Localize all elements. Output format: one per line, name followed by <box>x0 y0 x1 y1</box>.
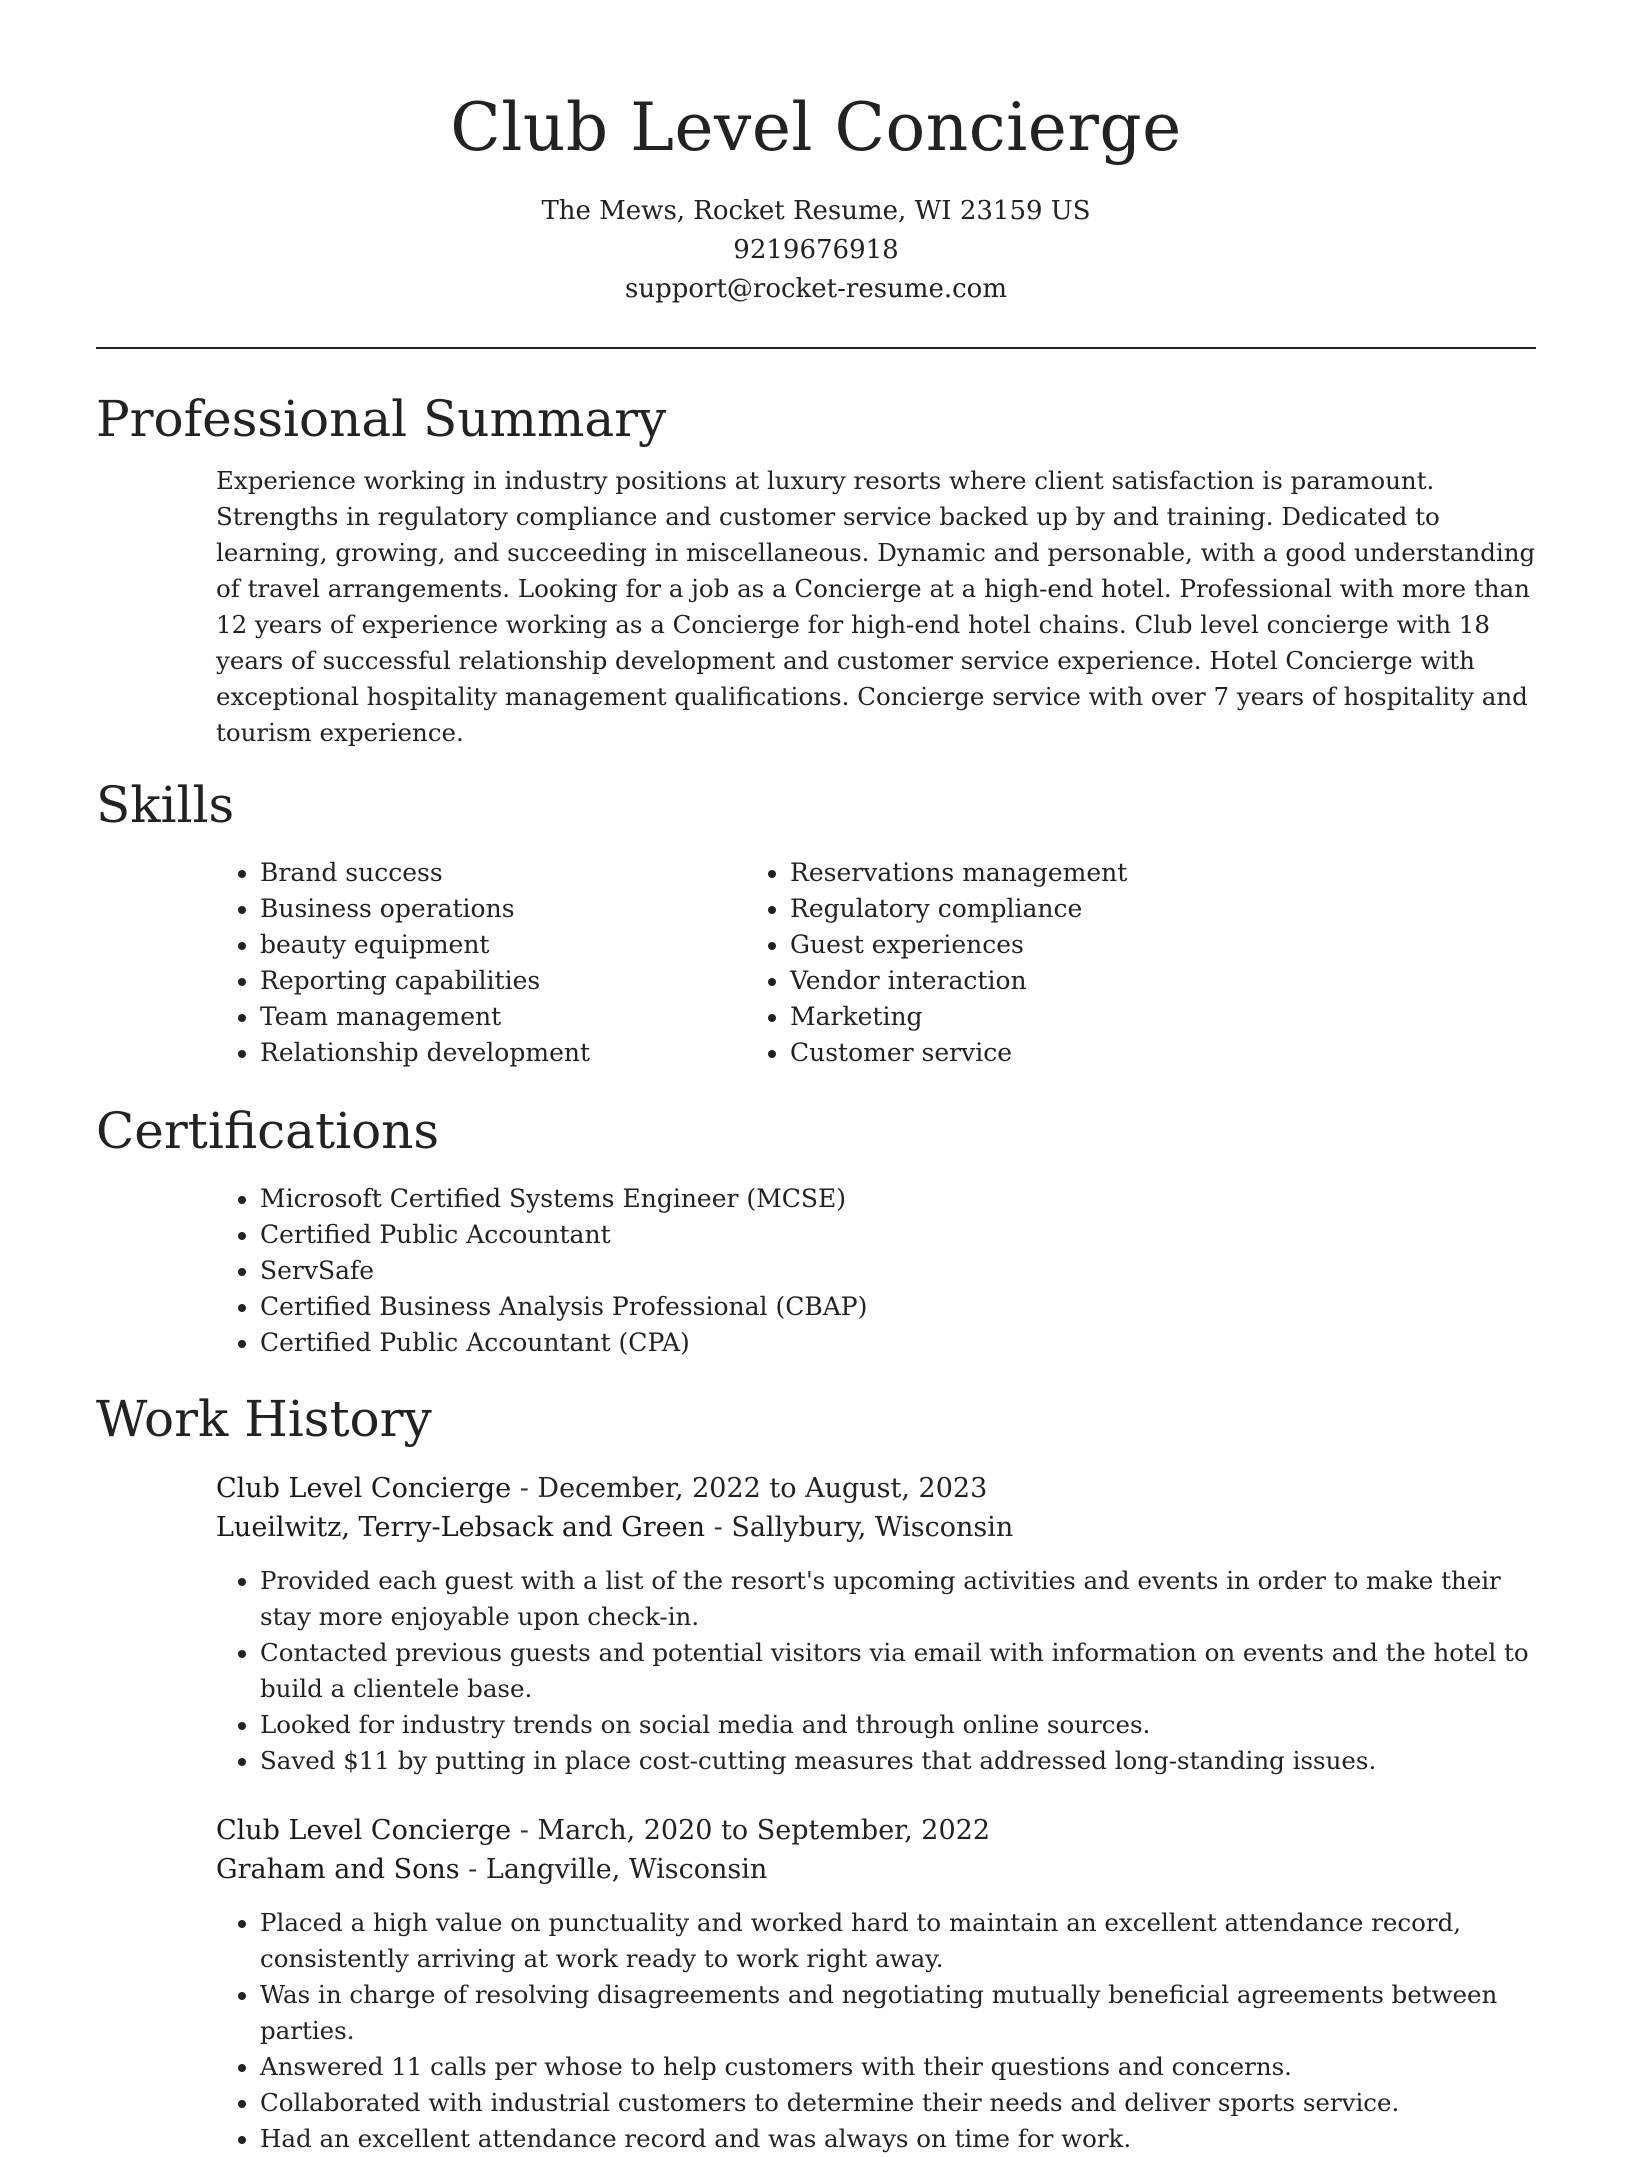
job-location: Langville, Wisconsin <box>485 1854 768 1885</box>
skill-item: • Business operations <box>260 891 746 927</box>
certification-item: • Certified Business Analysis Professional (CBAP) <box>260 1289 1536 1325</box>
skills-list-right <box>746 855 1127 1071</box>
skills-section <box>96 773 1536 1071</box>
job-role: Club Level Concierge <box>216 1815 512 1846</box>
job-duties-list <box>216 1563 1536 1779</box>
job-title-line <box>216 1469 1536 1508</box>
skill-item: • Marketing <box>790 999 1127 1035</box>
job-company: Lueilwitz, Terry-Lebsack and Green <box>216 1512 706 1543</box>
job-duty: • Answered 11 calls per whose to help customers with their questions and concerns. <box>260 2049 1536 2085</box>
skills-heading: Skills <box>96 776 235 834</box>
job-duties-list <box>216 1905 1536 2157</box>
job-company: Graham and Sons <box>216 1854 460 1885</box>
job-duty: • Was in charge of resolving disagreements and negotiating mutually beneficial agreements between parties. <box>260 1977 1536 2049</box>
skills-grid <box>96 855 1536 1071</box>
certifications-section <box>96 1099 1536 1361</box>
separator: - <box>511 1473 538 1504</box>
job-title-line <box>216 1811 1536 1850</box>
job-duty: • Had an excellent attendance record and was always on time for work. <box>260 2121 1536 2157</box>
skill-item: • Relationship development <box>260 1035 746 1071</box>
skill-item: • Customer service <box>790 1035 1127 1071</box>
separator: - <box>459 1854 486 1885</box>
job-dates: December, 2022 to August, 2023 <box>537 1473 988 1504</box>
skill-item: • Guest experiences <box>790 927 1127 963</box>
skill-item: • Vendor interaction <box>790 963 1127 999</box>
summary-heading: Professional Summary <box>96 390 667 448</box>
header-divider <box>96 347 1536 349</box>
skill-item: • Reporting capabilities <box>260 963 746 999</box>
job-duty: • Saved $11 by putting in place cost-cutting measures that addressed long-standing issues. <box>260 1743 1536 1779</box>
skill-item: • Brand success <box>260 855 746 891</box>
separator: - <box>511 1815 538 1846</box>
contact-phone: 9219676918 <box>733 235 899 265</box>
skills-list-left <box>96 855 746 1071</box>
job-duty: • Looked for industry trends on social media and through online sources. <box>260 1707 1536 1743</box>
separator: - <box>705 1512 732 1543</box>
skill-item: • Team management <box>260 999 746 1035</box>
work-history-heading: Work History <box>96 1390 432 1448</box>
skill-item: • Regulatory compliance <box>790 891 1127 927</box>
certifications-list <box>96 1181 1536 1361</box>
certifications-heading: Certifications <box>96 1102 440 1160</box>
job-company-line <box>216 1850 1536 1889</box>
job-company-line <box>216 1508 1536 1547</box>
certification-item: • ServSafe <box>260 1253 1536 1289</box>
job-entry <box>216 1811 1536 2157</box>
certification-item: • Microsoft Certified Systems Engineer (MCSE) <box>260 1181 1536 1217</box>
resume-header <box>96 0 1536 309</box>
contact-info <box>96 192 1536 309</box>
job-duty: • Collaborated with industrial customers to determine their needs and deliver sports service. <box>260 2085 1536 2121</box>
candidate-name: Club Level Concierge <box>450 89 1182 166</box>
job-duty: • Provided each guest with a list of the resort's upcoming activities and events in order to make their stay more enjoyable upon check-in. <box>260 1563 1536 1635</box>
contact-email: support@rocket-resume.com <box>624 274 1007 304</box>
certification-item: • Certified Public Accountant <box>260 1217 1536 1253</box>
job-duty: • Contacted previous guests and potential visitors via email with information on events and the hotel to build a clientele base. <box>260 1635 1536 1707</box>
skill-item: • Reservations management <box>790 855 1127 891</box>
summary-section <box>96 387 1536 751</box>
job-location: Sallybury, Wisconsin <box>731 1512 1014 1543</box>
work-history-section <box>96 1387 1536 2157</box>
contact-address: The Mews, Rocket Resume, WI 23159 US <box>541 196 1091 226</box>
summary-text: Experience working in industry positions at luxury resorts where client satisfaction is paramount. Strengths in regulatory compliance and customer service backed up by and training. Dedicated to learning, growing, and succeeding in miscellaneous. Dynamic and personable, with a good understanding of travel arrangements. Looking for a job as a Concierge at a high-end hotel. Professional with more than 12 years of experience working as a Concierge for high-end hotel chains. Club level concierge with 18 years of successful relationship development and customer service experience. Hotel Concierge with exceptional hospitality management qualifications. Concierge service with over 7 years of hospitality and tourism experience. <box>216 466 1536 747</box>
certification-item: • Certified Public Accountant (CPA) <box>260 1325 1536 1361</box>
job-duty: • Placed a high value on punctuality and worked hard to maintain an excellent attendance record, consistently arriving at work ready to work right away. <box>260 1905 1536 1977</box>
skill-item: • beauty equipment <box>260 927 746 963</box>
job-dates: March, 2020 to September, 2022 <box>537 1815 991 1846</box>
job-entry <box>216 1469 1536 1779</box>
job-role: Club Level Concierge <box>216 1473 512 1504</box>
